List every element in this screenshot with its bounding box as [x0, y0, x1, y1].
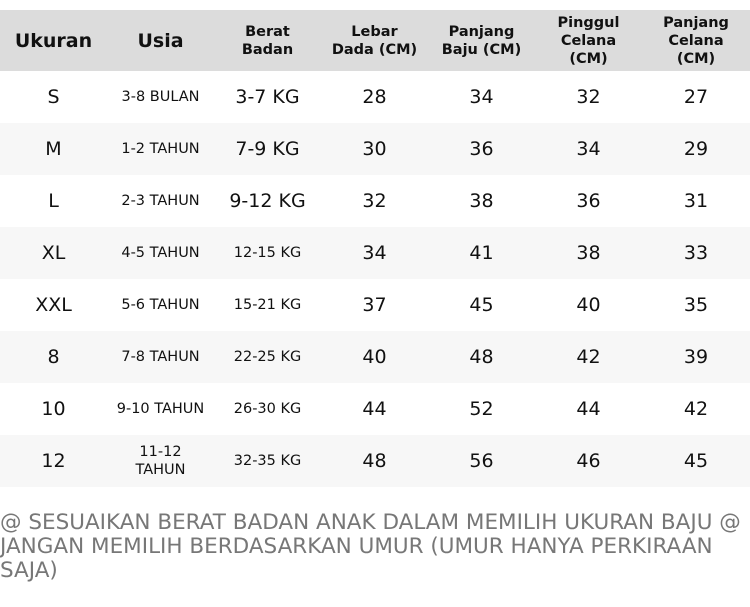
table-cell: 46 [576, 450, 601, 472]
table-cell: 7-8 TAHUN [121, 349, 200, 365]
table-row [0, 175, 750, 227]
table-cell: 39 [683, 346, 709, 368]
table-cell: 31 [683, 190, 709, 212]
header-cell: Usia [137, 29, 184, 52]
table-cell: 34 [362, 242, 387, 264]
table-cell: 15-21 KG [233, 297, 302, 313]
table-cell: 32 [576, 86, 601, 108]
table-cell: M [45, 138, 62, 160]
table-cell: 9-10 TAHUN [116, 401, 205, 417]
table-cell: 9-12 KG [229, 190, 306, 212]
table-cell: 42 [683, 398, 709, 420]
table-cell: 48 [362, 450, 387, 472]
table-cell: XXL [35, 294, 72, 316]
table-cell: 35 [683, 294, 709, 316]
table-cell: 37 [362, 294, 387, 316]
table-cell: 36 [576, 190, 601, 212]
table-cell: 11-12 TAHUN [135, 444, 186, 478]
table-cell: 5-6 TAHUN [121, 297, 200, 313]
table-cell: 12 [41, 450, 66, 472]
table-cell: 40 [576, 294, 601, 316]
table-cell: 38 [469, 190, 494, 212]
table-cell: 8 [47, 346, 60, 368]
table-cell: 30 [362, 138, 387, 160]
table-cell: 32-35 KG [233, 453, 302, 469]
header-cell: Lebar Dada (CM) [331, 23, 418, 58]
table-cell: 10 [41, 398, 66, 420]
table-cell: 33 [683, 242, 709, 264]
table-cell: 44 [576, 398, 601, 420]
table-cell: 32 [362, 190, 387, 212]
table-cell: 45 [683, 450, 709, 472]
table-cell: 27 [683, 86, 709, 108]
table-header-row [0, 10, 750, 71]
table-row [0, 227, 750, 279]
table-cell: 40 [362, 346, 387, 368]
table-cell: 56 [469, 450, 494, 472]
table-cell: 45 [469, 294, 494, 316]
header-cell: Ukuran [14, 29, 93, 52]
table-cell: 34 [469, 86, 494, 108]
table-cell: 26-30 KG [233, 401, 302, 417]
table-cell: 48 [469, 346, 494, 368]
table-cell: 28 [362, 86, 387, 108]
table-cell: 12-15 KG [233, 245, 302, 261]
table-row [0, 123, 750, 175]
table-cell: S [47, 86, 60, 108]
table-cell: 4-5 TAHUN [121, 245, 200, 261]
header-cell: Berat Badan [241, 23, 294, 58]
size-chart-table [0, 10, 750, 487]
table-cell: 44 [362, 398, 387, 420]
table-cell: 1-2 TAHUN [121, 141, 200, 157]
table-cell: 3-7 KG [235, 86, 300, 108]
table-cell: 22-25 KG [233, 349, 302, 365]
table-cell: L [48, 190, 59, 212]
size-note: @ SESUAIKAN BERAT BADAN ANAK DALAM MEMILIH UKURAN BAJU @ JANGAN MEMILIH BERDASARKAN UMUR (UMUR HANYA PERKIRAAN SAJA) [0, 510, 741, 583]
table-row [0, 435, 750, 487]
table-row [0, 71, 750, 123]
table-cell: 36 [469, 138, 494, 160]
table-row [0, 279, 750, 331]
table-cell: 3-8 BULAN [121, 89, 200, 105]
header-cell: Panjang Baju (CM) [441, 23, 522, 58]
table-cell: 29 [683, 138, 709, 160]
table-cell: 41 [469, 242, 494, 264]
table-cell: 52 [469, 398, 494, 420]
table-row [0, 331, 750, 383]
header-cell: Panjang Celana (CM) [663, 14, 729, 67]
table-cell: 34 [576, 138, 601, 160]
header-cell: Pinggul Celana (CM) [557, 14, 620, 67]
table-cell: 7-9 KG [235, 138, 300, 160]
table-cell: XL [41, 242, 66, 264]
table-cell: 2-3 TAHUN [121, 193, 200, 209]
table-cell: 38 [576, 242, 601, 264]
table-cell: 42 [576, 346, 601, 368]
table-row [0, 383, 750, 435]
